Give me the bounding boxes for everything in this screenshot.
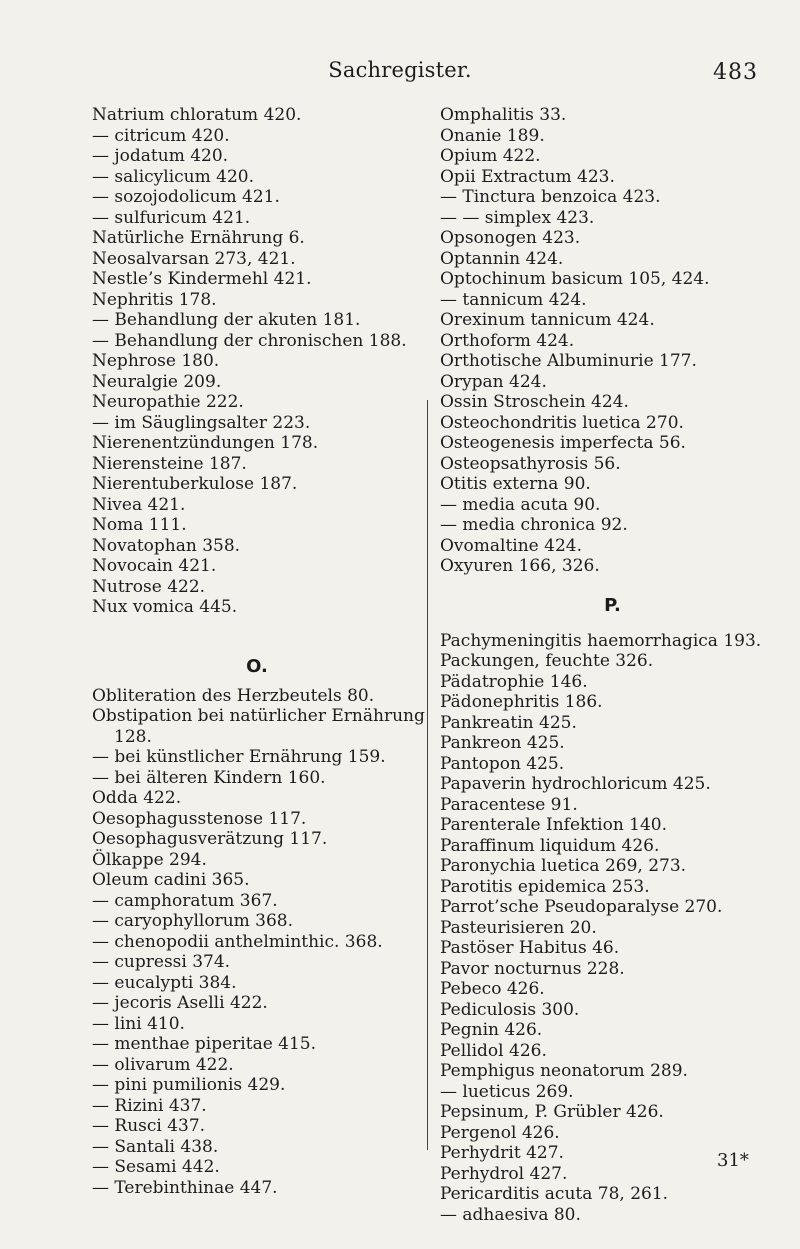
index-entry: Paracentese 91.: [440, 794, 578, 815]
index-entry: Osteochondritis luetica 270.: [440, 412, 684, 433]
index-entry: — olivarum 422.: [92, 1054, 234, 1075]
index-entry: Pericarditis acuta 78, 261.: [440, 1184, 669, 1204]
index-entry: Pavor nocturnus 228.: [440, 958, 625, 979]
index-entry: — pini pumilionis 429.: [92, 1075, 286, 1095]
index-entry: Pankreatin 425.: [440, 712, 577, 733]
index-entry: Ölkappe 294.: [92, 849, 207, 870]
index-entry: Pepsinum, P. Grübler 426.: [440, 1102, 664, 1122]
index-entry: Paronychia luetica 269, 273.: [440, 856, 687, 876]
index-entry: Nivea 421.: [92, 494, 186, 515]
index-entry: — lini 410.: [92, 1013, 185, 1034]
index-entry: Orthoform 424.: [440, 330, 575, 351]
index-entry: Otitis externa 90.: [440, 474, 591, 494]
index-entry: Opsonogen 423.: [440, 228, 581, 248]
index-entry: — caryophyllorum 368.: [92, 911, 294, 931]
index-entry: Neuropathie 222.: [92, 392, 244, 412]
index-entry: — Tinctura benzoica 423.: [440, 187, 661, 207]
index-entry: — media chronica 92.: [440, 515, 628, 535]
index-entry: Orexinum tannicum 424.: [440, 310, 655, 330]
section-letter-p: P.: [604, 594, 621, 616]
page-header-title: Sachregister.: [328, 58, 472, 82]
index-entry: Parenterale Infektion 140.: [440, 815, 668, 835]
index-entry: — adhaesiva 80.: [440, 1204, 581, 1225]
index-entry: — Sesami 442.: [92, 1157, 220, 1177]
index-entry: Pachymeningitis haemorrhagica 193.: [440, 630, 762, 651]
index-entry: — Rusci 437.: [92, 1116, 206, 1136]
index-entry: Pediculosis 300.: [440, 999, 580, 1020]
index-entry: — sulfuricum 421.: [92, 207, 251, 228]
index-entry: Optochinum basicum 105, 424.: [440, 269, 710, 289]
index-entry: Nierenentzündungen 178.: [92, 433, 319, 453]
index-entry: Pädatrophie 146.: [440, 671, 588, 692]
index-entry: Pemphigus neonatorum 289.: [440, 1061, 688, 1081]
index-entry: Pebeco 426.: [440, 979, 545, 999]
index-entry: Pantopon 425.: [440, 753, 565, 774]
index-entry: Nephrose 180.: [92, 351, 220, 371]
index-entry: Oesophagusstenose 117.: [92, 808, 307, 829]
section-o-entries: [92, 685, 425, 1199]
index-entry: — im Säuglingsalter 223.: [92, 412, 311, 433]
index-entry: Ovomaltine 424.: [440, 535, 583, 556]
index-entry: Nephritis 178.: [92, 289, 217, 310]
index-entry: Obliteration des Herzbeutels 80.: [92, 685, 375, 706]
index-entry: Perhydrol 427.: [440, 1163, 568, 1184]
index-entry: Opium 422.: [440, 146, 541, 166]
index-entry: Parotitis epidemica 253.: [440, 876, 650, 897]
index-entry: Papaverin hydrochloricum 425.: [440, 774, 711, 794]
index-entry: — bei künstlicher Ernährung 159.: [92, 747, 386, 767]
section-letter-o: O.: [246, 655, 268, 677]
index-entry: Oesophagusverätzung 117.: [92, 829, 328, 849]
index-entry: Onanie 189.: [440, 125, 545, 146]
index-entry: Pegnin 426.: [440, 1020, 543, 1040]
index-entry: Nierentuberkulose 187.: [92, 474, 298, 494]
index-entry: Neosalvarsan 273, 421.: [92, 248, 296, 269]
index-entry: Nierensteine 187.: [92, 453, 247, 474]
index-entry: Omphalitis 33.: [440, 105, 567, 125]
index-entry: — Behandlung der chronischen 188.: [92, 330, 407, 351]
index-entry: Paraffinum liquidum 426.: [440, 835, 660, 856]
index-entry: Pellidol 426.: [440, 1040, 547, 1061]
index-entry: — lueticus 269.: [440, 1081, 574, 1102]
index-entry: — Terebinthinae 447.: [92, 1177, 278, 1198]
index-entry: 128.: [114, 726, 152, 747]
index-entry: Nutrose 422.: [92, 576, 206, 597]
index-entry: Pankreon 425.: [440, 733, 565, 753]
index-entry: Orthotische Albuminurie 177.: [440, 351, 697, 371]
index-entry: — Rizini 437.: [92, 1095, 207, 1116]
index-entry: — tannicum 424.: [440, 289, 587, 310]
index-entry: — cupressi 374.: [92, 952, 231, 972]
index-entry: Pergenol 426.: [440, 1122, 560, 1143]
index-entry: — chenopodii anthelminthic. 368.: [92, 931, 383, 952]
index-entry: Osteogenesis imperfecta 56.: [440, 433, 686, 453]
index-entry: Natrium chloratum 420.: [92, 105, 302, 125]
signature-mark: 31*: [717, 1150, 749, 1171]
index-entry: — jodatum 420.: [92, 146, 229, 166]
index-entry: — menthae piperitae 415.: [92, 1034, 317, 1054]
index-entry: Perhydrit 427.: [440, 1143, 564, 1163]
index-entry: Obstipation bei natürlicher Ernährung: [92, 706, 425, 726]
section-o-entries-continued: [440, 105, 785, 577]
index-entry: — eucalypti 384.: [92, 972, 237, 993]
index-entry: Neuralgie 209.: [92, 371, 222, 392]
column-divider: [427, 400, 428, 1150]
index-entry: — salicylicum 420.: [92, 166, 254, 187]
index-entry: Noma 111.: [92, 515, 187, 535]
index-entry: — jecoris Aselli 422.: [92, 993, 268, 1013]
left-column: [92, 105, 425, 1198]
index-entry: — — simplex 423.: [440, 207, 595, 228]
section-n-entries: [92, 105, 422, 618]
index-entry: Packungen, feuchte 326.: [440, 651, 654, 671]
index-entry: Parrot’sche Pseudoparalyse 270.: [440, 897, 723, 917]
index-entry: Oxyuren 166, 326.: [440, 556, 600, 576]
section-p-entries: [440, 631, 785, 1226]
index-entry: Natürliche Ernährung 6.: [92, 228, 305, 248]
index-entry: — sozojodolicum 421.: [92, 187, 280, 207]
index-entry: Pädonephritis 186.: [440, 692, 603, 712]
index-entry: — camphoratum 367.: [92, 890, 278, 911]
index-entry: Orypan 424.: [440, 371, 547, 392]
right-column: [440, 105, 785, 1225]
index-entry: Novocain 421.: [92, 556, 217, 576]
index-entry: — Santali 438.: [92, 1136, 219, 1157]
index-entry: Pasteurisieren 20.: [440, 917, 597, 938]
index-entry: Opii Extractum 423.: [440, 166, 615, 187]
index-entry: — citricum 420.: [92, 125, 230, 146]
index-entry: — bei älteren Kindern 160.: [92, 767, 326, 788]
index-entry: Oleum cadini 365.: [92, 870, 250, 890]
index-entry: Ossin Stroschein 424.: [440, 392, 629, 412]
index-entry: Novatophan 358.: [92, 535, 241, 556]
index-entry: Odda 422.: [92, 788, 182, 808]
index-entry: — Behandlung der akuten 181.: [92, 310, 361, 330]
index-entry: Optannin 424.: [440, 248, 564, 269]
page-number: 483: [713, 60, 758, 85]
index-entry: Nux vomica 445.: [92, 597, 238, 617]
index-entry: Osteopsathyrosis 56.: [440, 453, 621, 474]
index-entry: — media acuta 90.: [440, 494, 601, 515]
index-entry: Nestle’s Kindermehl 421.: [92, 269, 312, 289]
index-entry: Pastöser Habitus 46.: [440, 938, 620, 958]
